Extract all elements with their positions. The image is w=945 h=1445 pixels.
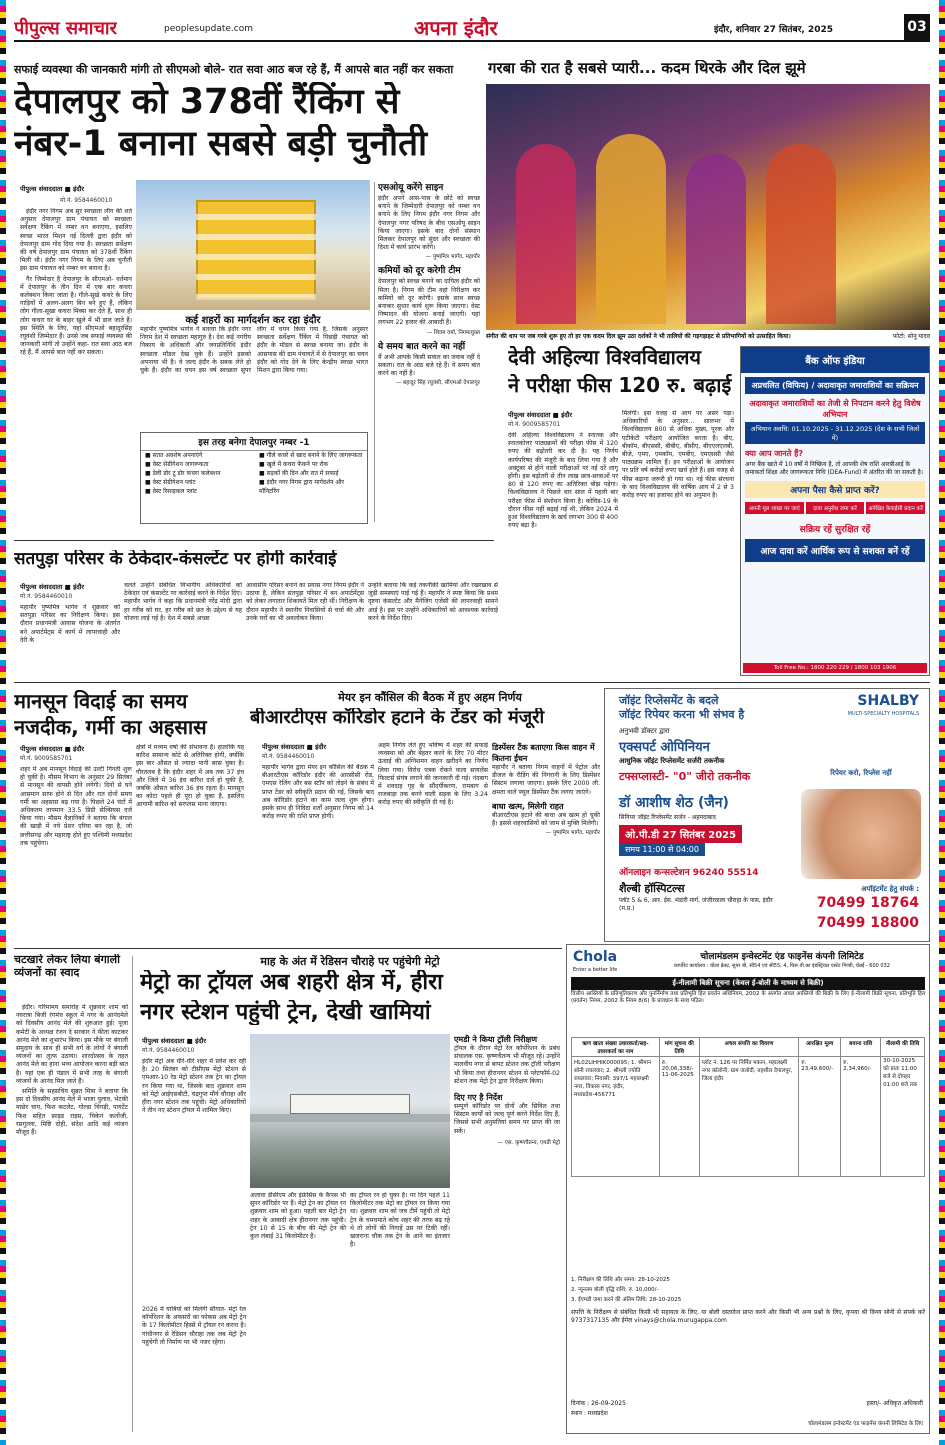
table-header: आरक्षित मूल्य: [799, 1038, 841, 1057]
brts-col2: अहम निर्णय लेते हुए भविष्य में शहर की सफाई व्यवस्था को और बेहतर करने के लिए 70 मीटर ऊंचाई की अग्निशमन वाहन खरीदने का निर्णय लिया गया। विरोध पत्रक रोकने वाला सायलेंस फिल्टर्स संयंत्र लगाने की जानकारी दी गई। नंदबाग में शवदाह गृह के सौंदर्यीकरण, रामबाग से राजबाड़ा तक बनने वाली सड़क के लिए 3.24 करोड़ रुपए की स्वीकृति दी गई है।: [378, 742, 488, 807]
satpuda-col1: महापौर पुष्यमित्र भार्गव ने शुक्रवार को सतपुड़ा परिसर का निरीक्षण किया। इस दौरान प्रधानमंत्री आवास योजना के अंतर्गत बने अपार्टमेंट्स में कार्य में लापरवाही और देरी के: [20, 604, 120, 644]
brts-box-a: — पुष्यमित्र भार्गव, महापौर: [545, 830, 600, 837]
bank-step: अपनी मूल शाखा पर जाएं: [745, 502, 804, 514]
joint-phone-1[interactable]: 70499 18764: [816, 895, 919, 911]
sidebar-a2: — शिवम वर्मा, निगमायुक्त: [426, 329, 480, 336]
bank-ad-footer1: सक्रिय रहें सुरक्षित रहें: [799, 525, 871, 535]
checklist-box: [140, 432, 368, 524]
chola-l3: 3. ईएमडी जमा करने की अंतिम तिथि: 28-10-2025: [571, 1297, 682, 1303]
chola-cell-d: रु. 23,49,600/-: [799, 1057, 841, 1177]
section-title: अपना इंदौर: [414, 16, 498, 40]
joint-advice: अनुभवी डॉक्टर द्वारा: [619, 727, 670, 735]
metro-box-t1: ट्रॉयल के दौरान मेट्रो रेल कॉर्पोरेशन के प्रबंध संचालक एस. कृष्णचैतन्य भी मौजूद रहे। उन्होंने मालवीय नगर से बापट स्टेशन तक ट्रॉली परीक्षण भी किया तथा हीरानगर स्टेशन से प्लेटफॉर्म-02 स्टेशन तक मेट्रो ट्रेन द्वारा निरीक्षण किया।: [454, 1045, 560, 1085]
table-header: अचल संपत्ति का विवरण: [699, 1038, 798, 1057]
metro-col2: 2026 में यात्रियों को मिलेगी सौगात- मेट्रो रेल कॉर्पोरेशन के अफसरों का फोकस अब मेट्रो ट्रेन के 17 किलोमीटर हिस्से में ट्रॉयल रन करना है। गांधीनगर से रेडिसन चौराहा तक जब मेट्रो ट्रेन पहुंचेगी तो निर्माण पर भी नजर रहेगा।: [142, 1306, 246, 1346]
checklist-left: [145, 451, 253, 496]
sidebar-h1: एसओयू करेंगे साइन: [378, 183, 444, 193]
metro-box-t2: सम्पूर्ण कॉरिडोर पर दोनों और सिविल तथा सिस्टम कार्यों को जल्द पूर्ण करने निर्देश दिए हैं, जिससे सभी अनुमतियां समय पर प्राप्त की जा सकें।: [454, 1103, 560, 1135]
shalby-joint-ad: [604, 688, 930, 942]
garba-headline: गरबा की रात है सबसे प्यारी... कदम थिरके और दिल झूमे: [488, 60, 806, 77]
dateline: इंदौर, शनिवार 27 सितंबर, 2025: [714, 25, 833, 35]
table-header: मांग सूचना की तिथि: [659, 1038, 699, 1057]
bank-ad-heading: अप्रचलित (विफिय) / अदावाकृत जमाराशियों का सक्रियन: [745, 377, 925, 394]
chola-cell-e: रु. 2,34,960/-: [841, 1057, 881, 1177]
checklist-right: [259, 451, 365, 496]
monsoon-col1: शहर में अब मानसून विदाई की उल्टी गिनती शुरू हो चुकी है। मौसम विभाग के अनुसार 29 सितंबर से मानसून की वापसी होने लगेगी। दिनों से घने आसमान साफ होने से दिन और रात दोनों समय गर्मी का अहसास बढ़ गया है। पिछले 24 घंटों में अधिकतम तापमान 33.5 डिग्री सेल्सियस दर्ज किया गया। मौसम वैज्ञानिकों ने बताया कि बंगाल की खाड़ी में नये प्रेशर एरिया बन रहा है, जो छत्तीसगढ़ और महाराष्ट्र होते हुए पश्चिमी मध्यप्रदेश तक पहुंचेगा।: [20, 766, 132, 847]
table-header: नीलामी की तिथि: [881, 1038, 925, 1057]
chola-table: [571, 1037, 925, 1177]
joint-expert: एक्सपर्ट ओपिनियन: [619, 740, 710, 755]
brts-box-t2: बीआरटीएस हटाने की बाधा अब खत्म हो चुकी है। इससे शहरवासियों को जाम से मुक्ति मिलेगी।: [492, 811, 600, 828]
chola-auction-notice: [566, 944, 930, 1434]
knee-image: [801, 789, 921, 879]
lead-headline-1: देपालपुर को 378वीं रैंकिंग से: [14, 82, 400, 122]
sidebar-h2: कमियों को दूर करेगी टीम: [378, 266, 461, 277]
building-photo: [136, 180, 370, 310]
university-headline-1: देवी अहिल्या विश्वविद्यालय: [508, 346, 702, 369]
joint-address: प्लॉट 5 & 6, आर. ईस. भंडारी मार्ग, जंजीरवाला चौराहा के पास, इंदौर (म.प्र.): [619, 897, 773, 912]
brts-headline: बीआरटीएस कॉरिडोर हटाने के टेंडर को मंजूरी: [250, 708, 545, 728]
brts-box-h2: बाधा खत्म, मिलेगी राहत: [492, 801, 564, 811]
checklist-item: ■ डेली डोर टू डोर कचरा कलेक्शन: [145, 470, 221, 477]
sidebar-a1: — पुष्यमित्र भार्गव, महापौर: [425, 254, 480, 261]
lead-para-2: गैर जिम्मेदार है देपालपुर के सीएमओ- वर्तमान में देपालपुर के तीन दिन में एक बार कचरा कलेक्शन किया जाता है। गीले-सूखे कचरे के लिए गाड़ियों में अलग-अलग बिन बने हुए हैं, लेकिन लोग गीला-सूखा कचरा मिक्स कर देते हैं, साथ ही लोग कचरा घर के बाहर खुले में भी डाल जाते हैं। इस स्थिति के लिए, यहां सीएमओ बहादुरसिंह रघुवंशी जिम्मेदार हैं। उनसे जब सफाई व्यवस्था की जानकारी मांगी तो उन्होंने कहा- रात सवा आठ बज रहे हैं, मैं आपसे बात नहीं कर सकता।: [20, 275, 132, 357]
chola-cell-b: रु. 20,06,338/- 11-06-2025: [659, 1057, 699, 1177]
metro-box-a: — एस. कृष्णचैतन्य, एमडी मेट्रो: [497, 1139, 560, 1146]
joint-role: सिनियर जॉइंट रिप्लेसमेंट सर्जन - अहमदाबाद: [619, 814, 716, 821]
photo-caption-banner: कई शहरों का मार्गदर्शन कर रहा इंदौर: [185, 315, 321, 326]
lead-body: [20, 208, 132, 520]
table-header: ऋण खाता संख्या उधारकर्ता/सह-उधारकर्ता का नाम: [572, 1038, 660, 1057]
page-number: 03: [904, 14, 930, 40]
bengali-para-1: इंदौर। गरिमामय समारोह में शुक्रवार शाम को नवरात्रा बिजी रंगमंच स्कूल में नगर के आनंदमेले को दिवसीय आनंद मेले की शुरुआत हुई। पूजा कमेटी के अध्यक्ष रंजन दे सरकार ने फीता काटकर आनंद मेले का शुभारंभ किया। इस मौके पर बंगाली समुदाय के साथ ही सभी वर्ग के लोगों ने बंगाली व्यंजनों का लुत्फ उठाया। शारदोत्सव के तहत आनंद मेले का हाना भव्य आयोजन करना बड़ी बात है। यहां एक ही पंडाल में सभी तरह के बंगाली व्यंजनों के आनंद मिल जाते हैं।: [16, 1004, 128, 1085]
metro-byline: पीपुल्स संवाददाता ■ इंदौर: [142, 1037, 207, 1045]
chola-logo-tag: Enter a better life: [573, 967, 618, 973]
monsoon-col2: क्षेत्रों में मध्यम वर्षा की संभावना है। हालांकि यह बारिश सामान्य कोटे से अतिरिक्त होगी, क्योंकि इस बार औसत से ज्यादा पानी बरस चुका है। गौरतलब है कि इंदौर शहर में अब तक 37 इंच और जिले में 36 इंच बारिश दर्ज हो चुकी है, जबकि औसत बारिश 36 इंच रहता है। मानसून का कोटा पहले ही पूरा हो चुका है, इसलिए आगामी बारिश को सरप्लस माना जाएगा।: [136, 744, 244, 809]
satpuda-col2: चलते उन्होंने संबंधित विभागीय अधिकारियों को ठेकेदार एवं कंसल्टेंट पर कार्रवाई करने के निर्देश दिए। महापौर भार्गव ने कहा कि प्रधानमंत्री नरेंद्र मोदी द्वारा हर गरीब को घर, हर गरीब को छत के उद्देश्य से यह योजना लाई गई है। देश में सबसे अच्छा: [124, 582, 242, 622]
checklist-item: ■ वेस्ट सेग्रीगेशन प्लांट: [145, 479, 196, 486]
satpuda-col4: उन्होंने बताया कि कई तकनीकी खामियां और रखरखाव से जुड़ी समस्याएं पाई गई हैं। महापौर ने स्पष्ट किया कि प्रथम दृष्टया कंसल्टेंट और मैनेजिंग एजेंसी की लापरवाही सामने आई है। इस पर उन्होंने अधिकारियों को आवश्यक कार्रवाई करने के निर्देश दिए।: [368, 582, 498, 622]
joint-tech: आधुनिक जॉइंट रिप्लेसमेंट सर्जरी तकनीक: [619, 757, 725, 765]
bank-of-india-ad: [740, 346, 930, 676]
checklist-item: ■ वेस्ट सेग्रीगेशन जागरूकता: [145, 461, 209, 468]
bank-ad-period: अभियान अवधि: 01.10.2025 - 31.12.2025 (देश के सभी जिलों में): [745, 422, 925, 444]
masthead: [14, 14, 930, 42]
chola-cell-a: HL02LIHHIK000095; 1. श्रीमान सोनी रायलवार; 2. श्रीमती ज्योति रायलवार; निवासी: 397/1 महालक्ष्मी नगर, विकास नगर, इंदौर, मध्यप्रदेश-456771: [572, 1057, 660, 1177]
chola-place: स्थान : मध्यप्रदेश: [571, 1410, 608, 1417]
satpuda-byline: पीपुल्स संवाददाता ■ इंदौर: [20, 583, 85, 591]
monsoon-byline: पीपुल्स संवाददाता ■ इंदौर: [20, 745, 85, 753]
satpuda-col3: आवासीय परिसर बनाने का प्रयास नगर निगम इंदौर ने उठाया है, लेकिन सतपुड़ा परिसर में बन अपार्टमेंट्स को लेकर लगातार शिकायतें मिल रही थीं। निरीक्षण के दौरान महापौर ने स्थानीय निवासियों से चर्चा की और उनके घरों का भी अवलोकन किया।: [246, 582, 364, 622]
chola-foot: संपत्ति के निरीक्षण से संबंधित किसी भी सहायता के लिए, या बोली दस्तावेज प्राप्त करने और किसी भी अन्य प्रश्नों के लिए, कृपया श्री विनय सोनी से संपर्क करें 9737317135 और ईमेल vinays@chola.murugappa.com: [571, 1309, 925, 1324]
university-headline-2: ने परीक्षा फीस 120 रु. बढ़ाई: [508, 374, 732, 397]
chola-company: चोलामंडलम इन्वेस्टमेंट एंड फाइनेंस कंपनी लिमिटेड: [700, 952, 864, 962]
monsoon-headline-1: मानसून विदाई का समय: [14, 690, 188, 713]
garba-credit: फोटो: सोनू यादव: [892, 333, 930, 340]
satpuda-headline: सतपुड़ा परिसर के ठेकेदार-कंसल्टेंट पर होगी कार्रवाई: [14, 550, 337, 569]
university-mobile: मो.नं. 9009585701: [508, 421, 561, 428]
metro-col1: इंदौर मेट्रो अब धीरे-धीरे शहर में प्रवेश कर रही है। 20 सितंबर को टीसीएस मेट्रो स्टेशन से एमआर-10 रेड मेट्रो स्टेशन तक ट्रेन का ट्रॉयल रन किया गया था, जिसके बाद शुक्रवार शाम को मेट्रो आईएसबीटी, चंद्रगुप्त मौर्य चौराहा और हीरा नगर स्टेशन तक पहुंची। मेट्रो अधिकारियों ने तीन नए स्टेशन ट्रॉयल में शामिल किए।: [142, 1058, 246, 1115]
metro-headline-1: मेट्रो का ट्रॉयल अब शहरी क्षेत्र में, हीरा: [140, 970, 443, 995]
brts-box: [492, 742, 600, 940]
joint-brand-sub: MULTI-SPECIALTY HOSPITALS: [847, 711, 919, 717]
joint-top1: जॉइंट रिप्लेसमेंट के बदले: [619, 694, 719, 707]
joint-online[interactable]: ऑनलाइन कन्सल्टेशन 96240 55514: [619, 868, 759, 878]
joint-time: समय 11:00 से 04:00: [619, 843, 705, 856]
bank-ad-steps: [745, 502, 925, 514]
lead-kicker: सफाई व्यवस्था की जानकारी मांगी तो सीएमओ बोले- रात सवा आठ बज रहे हैं, मैं आपसे बात नहीं कर सकता: [14, 63, 454, 76]
bank-ad-q1: क्या आप जानते हैं?: [745, 449, 803, 458]
checklist-title: इस तरह बनेगा देपालपुर नम्बर -1: [141, 433, 367, 451]
joint-opd: ओ.पी.डी 27 सितंबर 2025: [619, 825, 742, 843]
satpuda-mobile: मो.नं. 9584460010: [20, 593, 73, 600]
joint-zero: टफ्सप्लास्टी- "0" जीरो तकनीक: [619, 770, 751, 783]
joint-doctor: डॉ आशीष शेठ (जैन): [619, 795, 729, 811]
chola-office: कार्पोरेट कार्यालय : चोला क्रेस्ट, सुपर बी, सी54 एवं सी55, 4, थिरू.वी.का इंडस्ट्रियल एस्टेट गिण्डी, चेन्नई - 600 032: [674, 963, 890, 969]
bengali-body: [16, 1004, 128, 1430]
brts-col1: महापौर भार्गव द्वारा मेयर इन कौंसिल की बैठक में बीआरटीएस कॉरिडोर इंदौर की आरसीसी रोड, एमएस रेलिंग और बस स्टॉप को तोड़ने के संबंध में प्राप्त टेंडर को स्वीकृति प्रदान की गई, जिसके बाद अब कॉरिडोर हटाने का काम जल्द शुरू होगा। इसके साथ ही निविदा शर्तों अनुसार निगम को 14 करोड़ रुपए की राशि प्राप्त होगी।: [262, 764, 374, 821]
sidebar-t2: देपालपुर को स्वच्छ बनाने का दायित्व इंदौर को मिला है। निगम की टीम वहां निरीक्षण कर कमियों को दूर करेगी। इसके साथ स्वच्छ बनाकर सुधार कार्य शुरू किया जाएगा। वेस्ट निष्पादन की योजना बनाई जाएगी। यहां लगभग 22 हजार की आबादी है।: [378, 278, 480, 327]
joint-phone-2[interactable]: 70499 18800: [816, 915, 919, 931]
bank-ad-footer2: आज दावा करें आर्थिक रूप से सशक्त बनें रहें: [745, 539, 925, 562]
metro-headline-2: नगर स्टेशन पहुंची ट्रेन, देखी खामियां: [140, 1000, 431, 1025]
lead-mobile: मो.नं. 9584460010: [60, 197, 113, 204]
chola-notice: ई-नीलामी बिक्री सूचना (केवल ई-बोली के माध्यम से बिक्री): [571, 977, 925, 990]
bank-ad-t1: अगर बैंक खाते में 10 वर्षों में निष्क्रिय है, तो आपकी शेष राशि आरबीआई के जमाकर्ता शिक्षा और जागरूकता निधि (DEA-Fund) में अंतरित की जा सकती है।: [745, 461, 924, 476]
university-col2: मिलेगी। इस वजह से आय पर असर पड़ा। अधिकारियों के अनुसार... सालभर में विश्वविद्यालय 800 से अधिक मुख्य, पूरक और एटीकेटी परीक्षाएं आयोजित करता है। बीए, बीकॉम, बीएससी, बीबीए, बीसीए, बीएएलएलबी, बीजे, एमए, एमकॉम, एमबीए, एमएससी जैसे पाठ्यक्रम शामिल हैं। इन परीक्षाओं के आयोजन पर प्रति वर्ष करोड़ों रुपए खर्च होते हैं। इस वजह से फीस बढ़ाना जरूरी हो गया था। नई फीस संरचना के बाद विश्वविद्यालय की वार्षिक आय में 2 से 3 करोड़ रुपए का इजाफा होने का अनुमान है।: [622, 410, 734, 500]
bank-step: दावा अनुरोध जमा करें: [806, 502, 865, 514]
metro-kicker: माह के अंत में रेडिसन चौराहे पर पहुंचेगी मेट्रो: [260, 955, 440, 968]
checklist-item: ■ सतत अवशेष अपनाएंगे: [145, 452, 203, 459]
bengali-para-2: समिति के सहसचिव सुब्रत मित्रा ने बताया कि इस दो दिवसीय आनंद मेले में भाजा पुलाव, भेटकी माछेर चाप, फिश कटलेट, गोल्डा चिंगड़ी, पायटेंट फिश सहित फ्राइड राइस, चिकेन कलोंजी, रसगुल्ला, मिष्टि दोही, संदेश आदि कई व्यंजन मौजूद हैं।: [16, 1088, 128, 1137]
brts-mobile: मो.नं. 9584460010: [262, 753, 315, 760]
site-url[interactable]: peoplesupdate.com: [164, 24, 253, 34]
joint-hospital: शैल्बी हॉस्पिटल्स: [619, 882, 685, 895]
joint-top2: जॉइंट रिपेयर करना भी संभव है: [619, 708, 745, 721]
sidebar-t3: मैं अभी आपके किसी सवाल का जवाब नहीं दे सकता। रात के आठ बजे रहे हैं। ये समय बात करने का नहीं है।: [378, 353, 480, 378]
table-row: [572, 1057, 925, 1177]
metro-box-h2: दिए गए है निर्देश: [454, 1093, 503, 1103]
bank-ad-tollfree: Toll Free No.: 1800 220 229 / 1800 103 1906: [743, 663, 927, 673]
registration-strip-left: [0, 0, 6, 1445]
metro-box: [454, 1034, 560, 1432]
university-col1: देवी अहिल्या विश्वविद्यालय ने स्नातक और स्नातकोत्तर पाठ्यक्रमों की परीक्षा फीस में 120 रुपए की बढ़ोतरी कर दी है। यह निर्णय कार्यपरिषद की मंजूरी के बाद लिया गया है और अक्टूबर से होने वाली परीक्षाओं पर नई दरें लागू होंगी। इस बढ़ोतरी से तीन लाख छात्र-छात्राओं पर 80 से 120 रुपए का अतिरिक्त बोझ पड़ेगा। विश्वविद्यालय ने पिछले चार साल में पहली बार परीक्षा फीस में संशोधन किया है। कोविड-19 के दौरान फीस नहीं बढ़ाई गई थी, लेकिन 2024 में हुआ विश्वविद्यालय के खर्च लगभग 300 से 400 रुपए बढ़ा है।: [508, 432, 618, 530]
metro-col4: का ट्रॉयल रन हो चुका है। पर दिन पहले 11 किलोमीटर तक मेट्रो का ट्रॉयल रन किया गया था। शुक्रवार शाम को जब टीमें पहुंची तो मेट्रो ट्रेन के चमचमाते कोच शहर की तरफ बढ़ रहे थे तो लोगों की निगाहें उस पर टिकी रहीं। खजराना चौक तक ट्रेन के आने का इंतजार है।: [350, 1192, 450, 1249]
chola-intro: वित्तीय आस्तियों के प्रतिभूतिकरण और पुनर्निर्माण तथा प्रतिभूति हित प्रवर्तन अधिनियम, 2002 के अंतर्गत अचल आस्तियों की बिक्री के लिए ई-नीलामी बिक्री सूचना, प्रतिभूति हित (प्रवर्तन) नियम, 2002 के नियम 8(6) के प्रावधान के साथ पठित।: [571, 991, 925, 1004]
chola-sign: हस्ता/- अधिकृत अधिकारी: [866, 1400, 923, 1407]
brts-box-h1: डिस्पेंसर टैंक बताएगा किस वाहन में कितना ईंधन: [492, 743, 595, 763]
chola-logo: Chola: [573, 949, 618, 965]
brand-logo: पीपुल्स समाचार: [14, 18, 117, 39]
lead-middle-body: महापौर पुष्यमित्र भार्गव ने बताया कि इंदौर नगर निगम देश में स्वच्छता महागुरु है। देश कई नगरीय निकाय के अधिकारी और जनप्रतिनिधि इंदौर स्वच्छता मॉडल देख चुके हैं। उन्होंने इसको अपनाया भी है। वे जल्द इंदौर के सबक लेते हो चुके हैं। इंदौर का चयन इस वर्ष स्वच्छता सुपर लीग में चयन किया गया है, जिसके अनुसार स्वच्छता सर्वेक्षण रैंकिंग में पिछड़ी पंचायत को इंदौर के मॉडल से स्वच्छ बनाया जा। इंदौर के आसपास की ग्राम पंचायतें में से देपालपुर का चयन इंदौर को गोद देने के लिए केन्द्रीय स्वच्छ भारत मिशन द्वारा किया गया।: [140, 326, 368, 375]
checklist-item: ■ सड़कों की दिन और रात में सफाई: [259, 470, 339, 477]
chola-cell-c: प्लॉट नं. 126 पर निर्मित मकान, महालक्ष्मी नगर कॉलोनी, ग्राम जलोदी, तहसील देपालपुर, जिला इंदौर: [699, 1057, 798, 1177]
metro-mobile: मो.नं. 9584460010: [142, 1047, 195, 1054]
lead-byline: पीपुल्स संवाददाता ■ इंदौर: [20, 185, 85, 193]
garba-photo: [486, 84, 930, 330]
monsoon-headline-2: नजदीक, गर्मी का अहसास: [14, 716, 207, 739]
chola-l1: 1. निरीक्षण की तिथि और समय: 28-10-2025: [571, 1277, 670, 1283]
joint-brand: SHALBY: [857, 693, 919, 709]
brts-kicker: मेयर इन कौंसिल की बैठक में हुए अहम निर्णय: [338, 691, 522, 704]
lead-para-1: इंदौर नगर निगम अब सुर स्वच्छता लीग की शर्त अनुसार देपालपुर ग्राम पंचायत को स्वच्छता सर्वेक्षण रैंकिंग में नम्बर वन बनाएगा, इसलिए स्वच्छ भारत मिशन नई दिल्ली द्वारा इंदौर को देपालपुर ग्राम गोद दिया गया है। स्वच्छता सर्वेक्षण की वर्ष देपालपुर ग्राम पंचायत को 378वीं रैंकिंग मिली थी। इंदौर नगर निगम के लिए अब चुनौती इस ग्राम पंचायत को नम्बर वन बनाना है।: [20, 208, 132, 273]
metro-photo: [250, 1034, 450, 1188]
bank-step: अपेक्षित केवाईसी प्रदान करें: [866, 502, 925, 514]
bank-ad-q2: अपना पैसा कैसे प्राप्त करें?: [745, 481, 925, 498]
brts-box-t1: महापौर ने बताया निगम वाहनों में पेट्रोल और डीजल के रीडिंग की निगरानी के लिए डिस्पेंसर सिस्टम लगाया जाएगा। इसके लिए 2000 ली. क्षमता वाले फ्यूल डिस्पेंसर टैंक लगाए जाएंगे।: [492, 764, 600, 796]
registration-strip-right: [939, 0, 945, 1445]
chola-date: दिनांक : 26-09-2025: [571, 1400, 626, 1407]
garba-caption: संगीत की धाप पर जब गरबे शुरू हुए तो हर एक कदम दिल झूम उठा दर्शकों ने भी तालियों की गड़गड़ाहट से प्रतिभागियों को उत्साहित किया।: [486, 333, 791, 340]
sidebar-h3: ये समय बात करने का नहीं: [378, 341, 466, 352]
sidebar-a3: — बहादुर सिंह रघुवंशी, सीएमओ देपालपुर: [395, 380, 480, 387]
checklist-item: ■ वेस्ट रिसाइकल प्लांट: [145, 488, 197, 495]
monsoon-mobile: मो.नं. 9009585701: [20, 755, 73, 762]
chola-cell-f: 30-10-2025 को प्रातः 11:00 बजे से दोपहर 01:00 बजे तक: [881, 1057, 925, 1177]
lead-sidebar: [378, 180, 480, 525]
table-header: बयाना राशि: [841, 1038, 881, 1057]
joint-appt: अपॉइंटमेंट हेतु संपर्क :: [861, 885, 919, 893]
metro-box-h1: एमडी ने किया ट्रॉली निरीक्षण: [454, 1035, 538, 1044]
checklist-item: ■ इंदौर नगर निगम द्वारा मार्गदर्शन और मॉनिटरिंग: [259, 479, 344, 495]
brts-byline: पीपुल्स संवाददाता ■ इंदौर: [262, 743, 327, 751]
joint-repair: रिपेयर करो, रिप्लेस नहीं: [830, 769, 892, 777]
checklist-item: ■ खुले में कचरा फेंकने पर रोक: [259, 461, 329, 468]
chola-sign2: चोलामंडलम इन्वेस्टमेंट एंड फाइनेंस कंपनी लिमिटेड के लिए: [808, 1421, 923, 1427]
sidebar-t1: इंदौर अपने आस-पास के छोटे को स्वच्छ बनाने के जिम्मेदारी देपालपुर को नम्बर वन बनाने के लिए निगम इंदौर नगर निगम और देपालपुर नगर परिषद के बीच एसओयू साइन किया जाएगा। इसके बाद दोनों संस्थान मिलकर देपालपुर को सुंदर और स्वच्छता की दिशा में कार्य प्रारंभ करेंगे।: [378, 195, 480, 252]
metro-col3: अलावा डीसीएम और इंफ्रेसिस के कैंपस भी सुपर कॉरिडोर पर हैं। मेट्रो ट्रेन का ट्रॉयल रन शुक्रवार शाम को हुआ। पहली बार मेट्रो ट्रेन शहर के आबादी क्षेत्र हीरानगर तक पहुंची। ट्रेन 10 से 15 के बीच की मेट्रो ट्रेन की कुल लंबाई 31 किलोमीटर है।: [250, 1192, 346, 1241]
bengali-headline: चटखारे लेकर लिया बंगाली व्यंजनों का स्वाद: [14, 954, 120, 979]
bank-ad-subheading: अदावाकृत जमाराशियों का तेजी से निपटान करने हेतु विशेष अभियान: [749, 399, 921, 419]
lead-headline-2: नंबर-1 बनाना सबसे बड़ी चुनौती: [14, 124, 428, 164]
university-byline: पीपुल्स संवाददाता ■ इंदौर: [508, 411, 573, 419]
bank-ad-title: बैंक ऑफ इंडिया: [741, 347, 929, 373]
chola-l2: 2. न्यूनतम बोली वृद्धि राशि: रु. 10,000/-: [571, 1287, 659, 1293]
checklist-item: ■ गीले कचरे से खाद बनाने के लिए जागरूकता: [259, 452, 363, 459]
